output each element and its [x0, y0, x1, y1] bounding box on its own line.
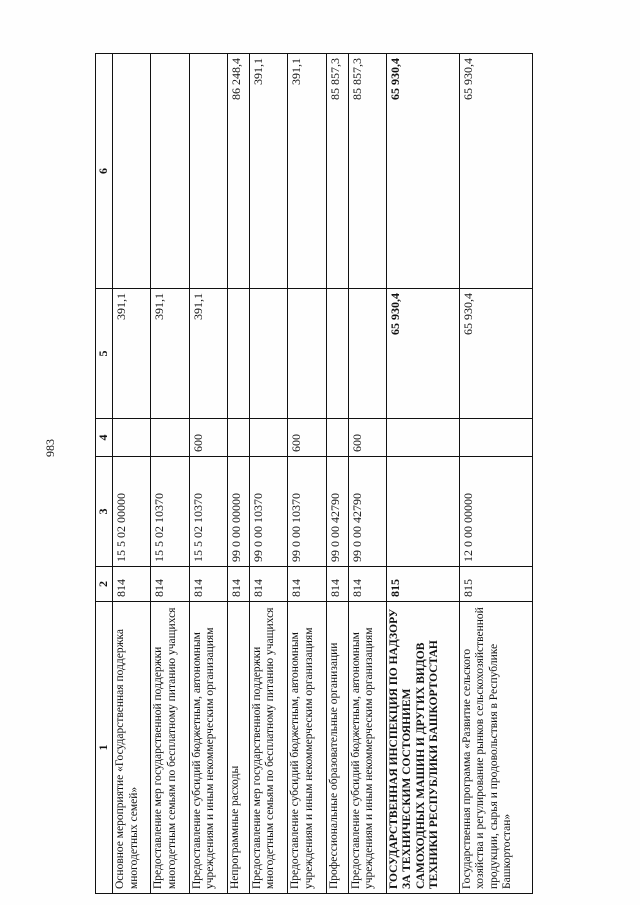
expense-type-cell: [326, 419, 348, 457]
table-row: [326, 54, 348, 894]
table-body: [113, 54, 533, 894]
table-row: [459, 54, 532, 894]
target-article-cell: [386, 457, 459, 567]
target-article-cell: 99 0 00 00000: [228, 457, 250, 567]
target-article-cell: 15 5 02 10370: [151, 457, 189, 567]
table-row: [348, 54, 386, 894]
name-cell: Государственная программа «Развитие сельского хозяйства и регулирование рынков сельскохозяйственной продукции, сырья и продовольствия в Республике Башкортостан»: [459, 602, 532, 894]
ministry-code-cell: 814: [151, 567, 189, 602]
table-row: [113, 54, 151, 894]
target-article-cell: 99 0 00 10370: [288, 457, 326, 567]
expense-type-cell: [228, 419, 250, 457]
amount-cell: [249, 289, 287, 419]
amount-cell: [151, 54, 189, 289]
table-row: [151, 54, 189, 894]
header-cell: 4: [96, 419, 113, 457]
name-cell: Предоставление субсидий бюджетным, автономным учреждениям и иным некоммерческим организациям: [288, 602, 326, 894]
ministry-code-cell: 814: [326, 567, 348, 602]
expense-type-cell: 600: [189, 419, 227, 457]
amount-cell: 65 930,4: [386, 54, 459, 289]
amount-cell: 391,1: [189, 289, 227, 419]
amount-cell: 65 930,4: [386, 289, 459, 419]
amount-cell: [189, 54, 227, 289]
name-cell: Основное мероприятие «Государственная поддержка многодетных семей»: [113, 602, 151, 894]
name-cell: Предоставление мер государственной поддержки многодетным семьям по бесплатному питанию учащихся: [151, 602, 189, 894]
table-row: [288, 54, 326, 894]
expense-type-cell: 600: [288, 419, 326, 457]
amount-cell: 65 930,4: [459, 54, 532, 289]
amount-cell: 65 930,4: [459, 289, 532, 419]
expense-type-cell: [459, 419, 532, 457]
expense-type-cell: [249, 419, 287, 457]
amount-cell: [113, 54, 151, 289]
ministry-code-cell: 814: [249, 567, 287, 602]
name-cell: Предоставление субсидий бюджетным, автономным учреждениям и иным некоммерческим организациям: [348, 602, 386, 894]
table-row: [189, 54, 227, 894]
amount-cell: [326, 289, 348, 419]
amount-cell: 391,1: [151, 289, 189, 419]
page-number: 983: [43, 439, 57, 457]
rotated-table-wrapper: [95, 54, 533, 894]
ministry-code-cell: 814: [288, 567, 326, 602]
target-article-cell: 15 5 02 00000: [113, 457, 151, 567]
target-article-cell: 99 0 00 42790: [348, 457, 386, 567]
header-cell: 2: [96, 567, 113, 602]
ministry-code-cell: 815: [459, 567, 532, 602]
ministry-code-cell: 815: [386, 567, 459, 602]
target-article-cell: 12 0 00 00000: [459, 457, 532, 567]
amount-cell: [288, 289, 326, 419]
amount-cell: 85 857,3: [348, 54, 386, 289]
amount-cell: 391,1: [113, 289, 151, 419]
expense-type-cell: [386, 419, 459, 457]
header-cell: 6: [96, 54, 113, 289]
ministry-code-cell: 814: [189, 567, 227, 602]
amount-cell: 86 248,4: [228, 54, 250, 289]
ministry-code-cell: 814: [348, 567, 386, 602]
amount-cell: 391,1: [288, 54, 326, 289]
budget-table: [95, 53, 533, 894]
amount-cell: 85 857,3: [326, 54, 348, 289]
name-cell: Непрограммные расходы: [228, 602, 250, 894]
header-cell: 1: [96, 602, 113, 894]
name-cell: ГОСУДАРСТВЕННАЯ ИНСПЕКЦИЯ ПО НАДЗОРУ ЗА ТЕХНИЧЕСКИМ СОСТОЯНИЕМ САМОХОДНЫХ МАШИН И ДРУГИХ ВИДОВ ТЕХНИКИ РЕСПУБЛИКИ БАШКОРТОСТАН: [386, 602, 459, 894]
header-row: [96, 54, 113, 894]
expense-type-cell: [151, 419, 189, 457]
expense-type-cell: [113, 419, 151, 457]
amount-cell: 391,1: [249, 54, 287, 289]
ministry-code-cell: 814: [113, 567, 151, 602]
header-cell: 5: [96, 289, 113, 419]
target-article-cell: 99 0 00 42790: [326, 457, 348, 567]
table-row: [249, 54, 287, 894]
table-row: [386, 54, 459, 894]
expense-type-cell: 600: [348, 419, 386, 457]
ministry-code-cell: 814: [228, 567, 250, 602]
header-cell: 3: [96, 457, 113, 567]
target-article-cell: 99 0 00 10370: [249, 457, 287, 567]
amount-cell: [348, 289, 386, 419]
amount-cell: [228, 289, 250, 419]
name-cell: Профессиональные образовательные организации: [326, 602, 348, 894]
table-row: [228, 54, 250, 894]
target-article-cell: 15 5 02 10370: [189, 457, 227, 567]
name-cell: Предоставление мер государственной поддержки многодетным семьям по бесплатному питанию учащихся: [249, 602, 287, 894]
name-cell: Предоставление субсидий бюджетным, автономным учреждениям и иным некоммерческим организациям: [189, 602, 227, 894]
